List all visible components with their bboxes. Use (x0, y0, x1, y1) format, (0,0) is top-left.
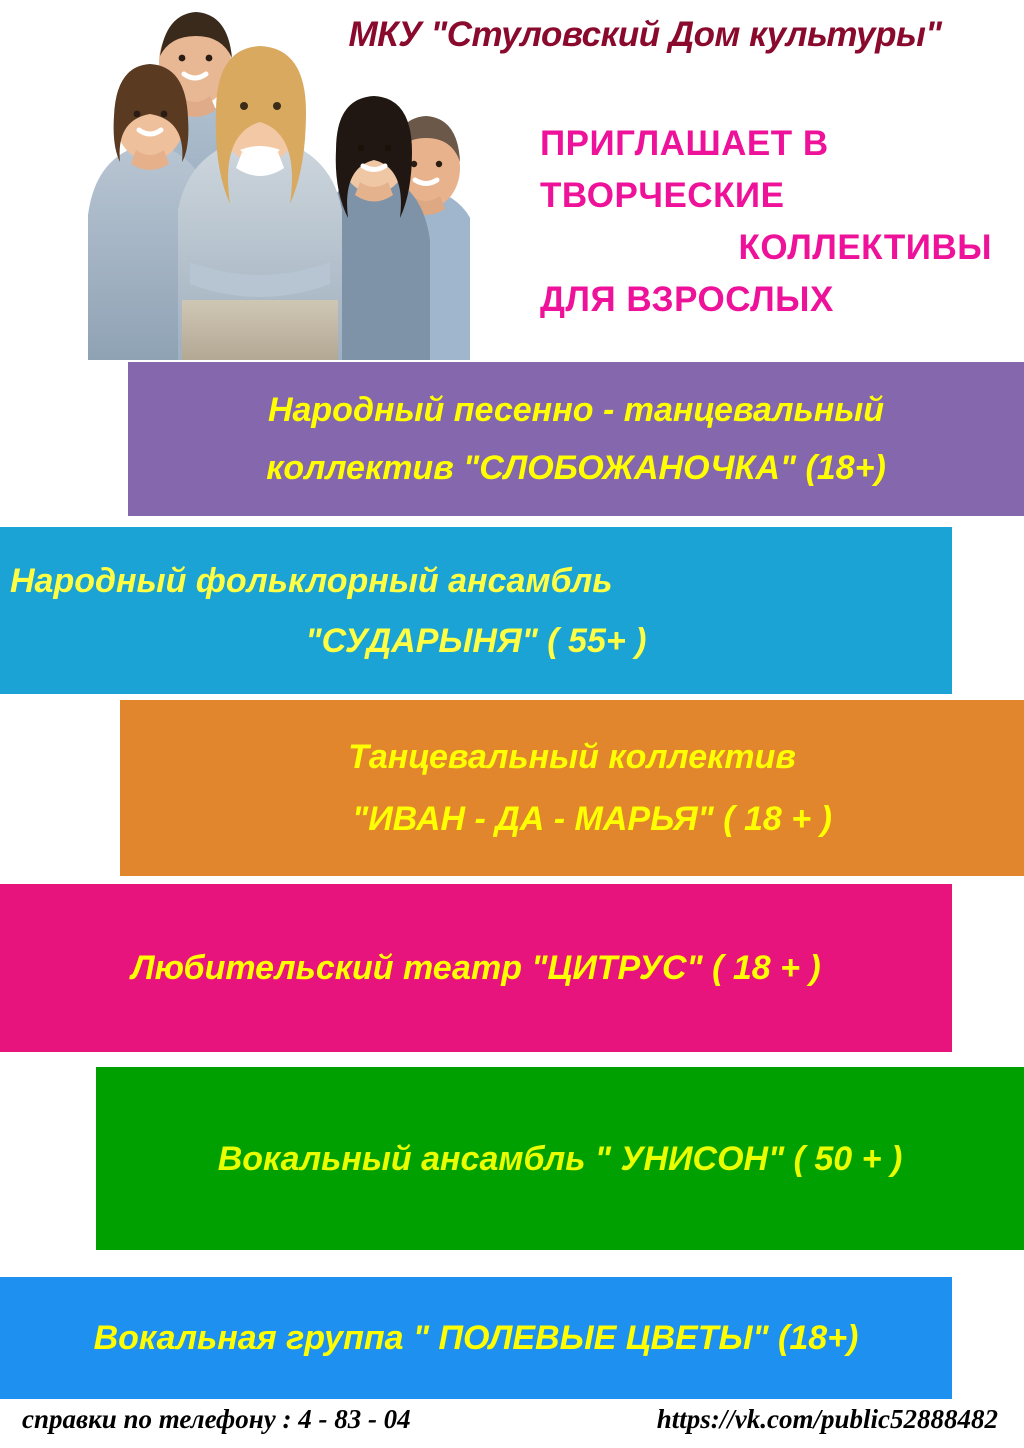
organization-title: МКУ "Стуловский Дом культуры" (348, 15, 942, 54)
band-5-line-1: Вокальный ансамбль " УНИСОН" ( 50 + ) (217, 1139, 903, 1178)
band-4-line-1: Любительский театр "ЦИТРУС" ( 18 + ) (131, 949, 821, 987)
band-ivan-da-marya (120, 700, 1024, 876)
poster-footer (0, 1400, 1024, 1448)
band-2-line-1: Народный фольклорный ансамбль (10, 561, 613, 600)
band-1-line-2: коллектив "СЛОБОЖАНОЧКА" (18+) (266, 449, 886, 487)
invite-line-1: ПРИГЛАШАЕТ В (540, 124, 829, 163)
invite-text (540, 118, 1010, 326)
band-3-line-2: "ИВАН - ДА - МАРЬЯ" ( 18 + ) (352, 800, 832, 838)
invite-line-4: ДЛЯ ВЗРОСЛЫХ (540, 280, 834, 319)
band-slobozhanochka (128, 362, 1024, 516)
band-sudarynya (0, 527, 952, 694)
band-3-line-1: Танцевальный коллектив (348, 738, 796, 776)
band-2-line-2: "СУДАРЫНЯ" ( 55+ ) (305, 621, 647, 660)
invite-line-2: ТВОРЧЕСКИЕ (540, 176, 785, 215)
band-polevye-cvety (0, 1277, 952, 1399)
band-citrus-theatre (0, 884, 952, 1052)
contact-phone: справки по телефону : 4 - 83 - 04 (22, 1404, 411, 1434)
poster-header (0, 0, 1024, 360)
band-6-line-1: Вокальная группа " ПОЛЕВЫЕ ЦВЕТЫ" (18+) (93, 1319, 859, 1357)
vk-link[interactable]: https://vk.com/public52888482 (656, 1404, 998, 1434)
band-1-line-1: Народный песенно - танцевальный (267, 391, 885, 429)
invite-line-3: КОЛЛЕКТИВЫ (738, 228, 992, 267)
band-unison (96, 1067, 1024, 1250)
